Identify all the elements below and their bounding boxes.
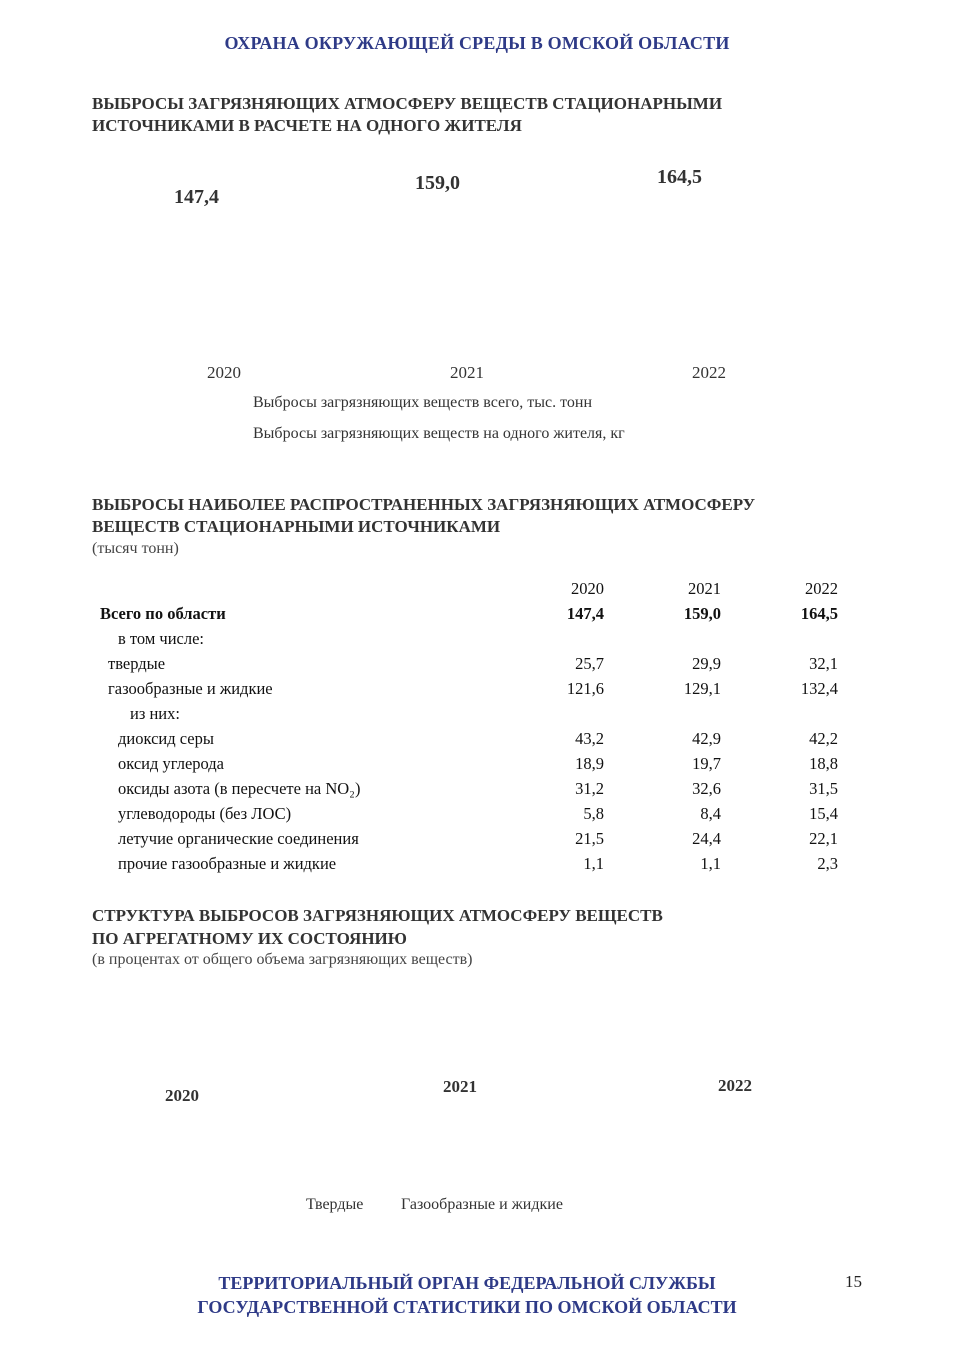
cell-value: 164,5 (800, 604, 838, 623)
cell-value: 147,4 (566, 604, 604, 623)
table-header-row (92, 576, 838, 601)
row-label: в том числе: (118, 629, 205, 648)
page-header-title: ОХРАНА ОКРУЖАЮЩЕЙ СРЕДЫ В ОМСКОЙ ОБЛАСТИ (224, 33, 730, 53)
row-label: углеводороды (без ЛОС) (118, 804, 292, 823)
section3-title-line1: СТРУКТУРА ВЫБРОСОВ ЗАГРЯЗНЯЮЩИХ АТМОСФЕРУ ВЕЩЕСТВ (92, 906, 663, 925)
table-row (92, 726, 838, 751)
table-row (92, 601, 838, 626)
cell-value: 42,2 (809, 729, 838, 748)
section2-title-line1: ВЫБРОСЫ НАИБОЛЕЕ РАСПРОСТРАНЕННЫХ ЗАГРЯЗНЯЮЩИХ АТМОСФЕРУ (92, 495, 756, 514)
chart2-year-label: 2020 (165, 1086, 199, 1105)
table-row (92, 651, 838, 676)
chart2-year-label: 2022 (718, 1076, 752, 1095)
footer-line1: ТЕРРИТОРИАЛЬНЫЙ ОРГАН ФЕДЕРАЛЬНОЙ СЛУЖБЫ (218, 1273, 716, 1293)
table-row (92, 851, 838, 876)
table-row (92, 626, 838, 651)
row-label: летучие органические соединения (118, 829, 359, 848)
cell-value: 32,1 (809, 654, 838, 673)
cell-value: 2,3 (817, 854, 838, 873)
chart1-x-tick-label: 2020 (207, 363, 241, 382)
row-label: газообразные и жидкие (108, 679, 273, 698)
row-label: оксид углерода (118, 754, 225, 773)
column-header: 2021 (688, 579, 721, 598)
table-row (92, 801, 838, 826)
chart2-legend-entry: Твердые (306, 1196, 364, 1213)
cell-value: 18,9 (575, 754, 604, 773)
cell-value: 43,2 (575, 729, 604, 748)
cell-value: 1,1 (700, 854, 721, 873)
table-row (92, 776, 838, 801)
cell-value: 129,1 (683, 679, 721, 698)
chart1-legend-entry: Выбросы загрязняющих веществ всего, тыс. тонн (253, 394, 593, 411)
footer-line2: ГОСУДАРСТВЕННОЙ СТАТИСТИКИ ПО ОМСКОЙ ОБЛАСТИ (197, 1297, 737, 1317)
cell-value: 132,4 (800, 679, 838, 698)
cell-value: 19,7 (692, 754, 721, 773)
section2-title-line2: ВЕЩЕСТВ СТАЦИОНАРНЫМИ ИСТОЧНИКАМИ (92, 517, 501, 536)
row-label: твердые (108, 654, 166, 673)
cell-value: 159,0 (683, 604, 721, 623)
row-label: из них: (130, 704, 180, 723)
cell-value: 29,9 (692, 654, 721, 673)
cell-value: 8,4 (700, 804, 721, 823)
table-row (92, 751, 838, 776)
chart1-legend-entry: Выбросы загрязняющих веществ на одного жителя, кг (253, 425, 625, 442)
row-label: Всего по области (100, 604, 226, 623)
page-number: 15 (845, 1272, 862, 1291)
column-header: 2022 (805, 579, 838, 598)
row-label: диоксид серы (118, 729, 214, 748)
cell-value: 31,2 (575, 779, 604, 798)
chart1-data-label: 147,4 (174, 186, 219, 208)
cell-value: 15,4 (809, 804, 838, 823)
section1-title-line1: ВЫБРОСЫ ЗАГРЯЗНЯЮЩИХ АТМОСФЕРУ ВЕЩЕСТВ СТАЦИОНАРНЫМИ (92, 94, 723, 113)
cell-value: 21,5 (575, 829, 604, 848)
cell-value: 25,7 (575, 654, 604, 673)
cell-value: 31,5 (809, 779, 838, 798)
cell-value: 18,8 (809, 754, 838, 773)
chart1-data-label: 159,0 (415, 172, 460, 194)
chart1-data-label: 164,5 (657, 166, 702, 188)
chart2-legend-entry: Газообразные и жидкие (401, 1196, 563, 1213)
cell-value: 1,1 (583, 854, 604, 873)
emissions-table (92, 576, 838, 876)
cell-value: 42,9 (692, 729, 721, 748)
row-label: прочие газообразные и жидкие (118, 854, 337, 873)
cell-value: 121,6 (566, 679, 604, 698)
section3-unit: (в процентах от общего объема загрязняющих веществ) (92, 951, 473, 968)
table-row (92, 676, 838, 701)
section2-unit: (тысяч тонн) (92, 540, 179, 557)
row-label: оксиды азота (в пересчете на NO₂) (118, 779, 361, 798)
section3-title-line2: ПО АГРЕГАТНОМУ ИХ СОСТОЯНИЮ (92, 929, 407, 948)
cell-value: 5,8 (583, 804, 604, 823)
table-row (92, 701, 838, 726)
table-row (92, 826, 838, 851)
section1-title-line2: ИСТОЧНИКАМИ В РАСЧЕТЕ НА ОДНОГО ЖИТЕЛЯ (92, 116, 522, 135)
chart1-x-tick-label: 2021 (450, 363, 484, 382)
chart2-year-label: 2021 (443, 1077, 477, 1096)
cell-value: 22,1 (809, 829, 838, 848)
cell-value: 24,4 (692, 829, 721, 848)
chart1-x-tick-label: 2022 (692, 363, 726, 382)
column-header: 2020 (571, 579, 604, 598)
cell-value: 32,6 (692, 779, 721, 798)
